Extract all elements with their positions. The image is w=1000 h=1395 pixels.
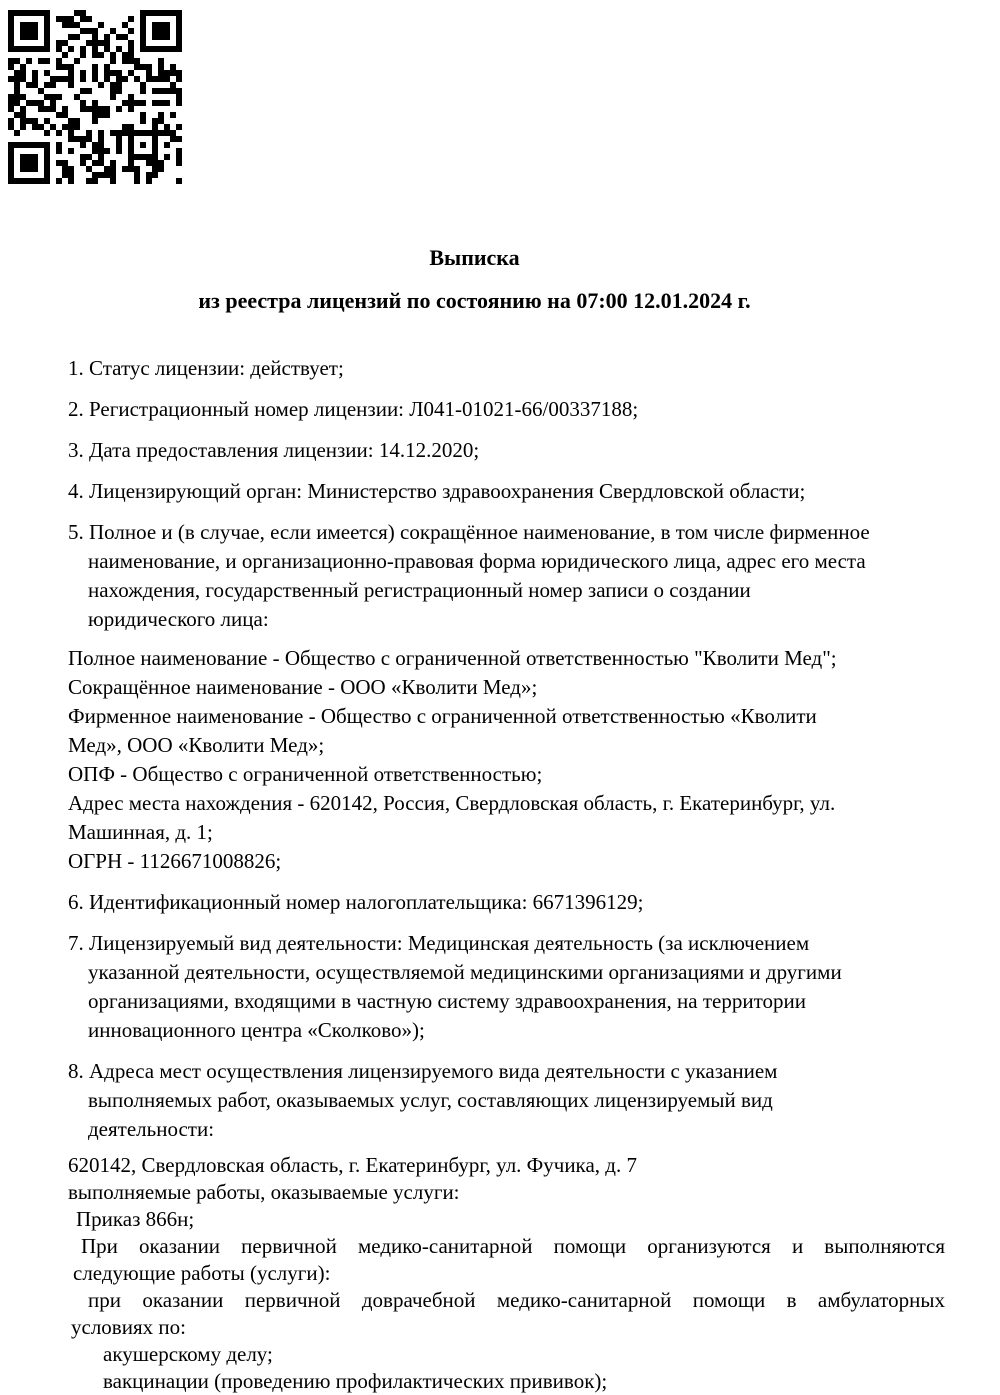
doc-line: организациями, входящими в частную систему здравоохранения, на территории bbox=[88, 989, 806, 1013]
doc-line: наименование, и организационно-правовая форма юридического лица, адрес его места bbox=[88, 549, 866, 573]
doc-line: Фирменное наименование - Общество с ограниченной ответственностью «Кволити bbox=[68, 704, 817, 728]
item-1-license-status bbox=[68, 354, 945, 383]
doc-line: Адрес места нахождения - 620142, Россия, Свердловская область, г. Екатеринбург, ул. bbox=[68, 791, 836, 815]
item-7-licensed-activity bbox=[68, 929, 945, 1045]
doc-line: 7. Лицензируемый вид деятельности: Медицинская деятельность (за исключением bbox=[68, 931, 810, 955]
doc-line: Сокращённое наименование - ООО «Кволити Мед»; bbox=[68, 675, 538, 699]
doc-line: Полное наименование - Общество с ограниченной ответственностью "Кволити Мед"; bbox=[68, 646, 837, 670]
qr-code-pattern bbox=[8, 10, 182, 184]
doc-line: акушерскому делу; bbox=[103, 1342, 273, 1366]
document-title: Выписка bbox=[429, 245, 520, 270]
doc-line: 2. Регистрационный номер лицензии: Л041-01021-66/00337188; bbox=[68, 397, 639, 421]
doc-line: деятельности: bbox=[88, 1117, 215, 1141]
qr-code-image bbox=[8, 10, 182, 184]
doc-line: 8. Адреса мест осуществления лицензируемого вида деятельности с указанием bbox=[68, 1059, 778, 1083]
doc-line: Приказ 866н; bbox=[76, 1207, 195, 1231]
doc-line: указанной деятельности, осуществляемой медицинскими организациями и другими bbox=[88, 960, 842, 984]
item-6-taxpayer-number bbox=[68, 888, 945, 917]
doc-line: ОГРН - 1126671008826; bbox=[68, 849, 282, 873]
doc-line: юридического лица: bbox=[88, 607, 269, 631]
document-body bbox=[68, 354, 945, 1395]
works-block bbox=[68, 1152, 945, 1395]
doc-line: Машинная, д. 1; bbox=[68, 820, 213, 844]
doc-line: Мед», ООО «Кволити Мед»; bbox=[68, 733, 325, 757]
doc-line: выполняемых работ, оказываемых услуг, составляющих лицензируемый вид bbox=[88, 1088, 773, 1112]
doc-line: выполняемые работы, оказываемые услуги: bbox=[68, 1180, 460, 1204]
item-5-entity-naming bbox=[68, 518, 945, 634]
doc-line: следующие работы (услуги): bbox=[73, 1261, 331, 1285]
doc-line: При оказании первичной медико-санитарной помощи организуются и выполняются bbox=[81, 1234, 945, 1258]
doc-line: 4. Лицензирующий орган: Министерство здравоохранения Свердловской области; bbox=[68, 479, 806, 503]
doc-line: вакцинации (проведению профилактических прививок); bbox=[103, 1369, 608, 1393]
doc-line: 620142, Свердловская область, г. Екатеринбург, ул. Фучика, д. 7 bbox=[68, 1153, 637, 1177]
doc-line: 1. Статус лицензии: действует; bbox=[68, 356, 344, 380]
document-subtitle: из реестра лицензий по состоянию на 07:00 12.01.2024 г. bbox=[198, 288, 751, 313]
doc-line: при оказании первичной доврачебной медико-санитарной помощи в амбулаторных bbox=[88, 1288, 945, 1312]
doc-line: 6. Идентификационный номер налогоплательщика: 6671396129; bbox=[68, 890, 644, 914]
item-8-activity-addresses bbox=[68, 1057, 945, 1144]
doc-line: нахождения, государственный регистрационный номер записи о создании bbox=[88, 578, 751, 602]
legal-entity-block bbox=[68, 644, 945, 876]
item-2-registration-number bbox=[68, 395, 945, 424]
item-3-grant-date bbox=[68, 436, 945, 465]
doc-line: инновационного центра «Сколково»); bbox=[88, 1018, 425, 1042]
item-4-licensing-authority bbox=[68, 477, 945, 506]
doc-line: условиях по: bbox=[71, 1315, 186, 1339]
doc-line: 5. Полное и (в случае, если имеется) сокращённое наименование, в том числе фирменное bbox=[68, 520, 870, 544]
doc-line: 3. Дата предоставления лицензии: 14.12.2020; bbox=[68, 438, 480, 462]
doc-line: ОПФ - Общество с ограниченной ответственностью; bbox=[68, 762, 543, 786]
